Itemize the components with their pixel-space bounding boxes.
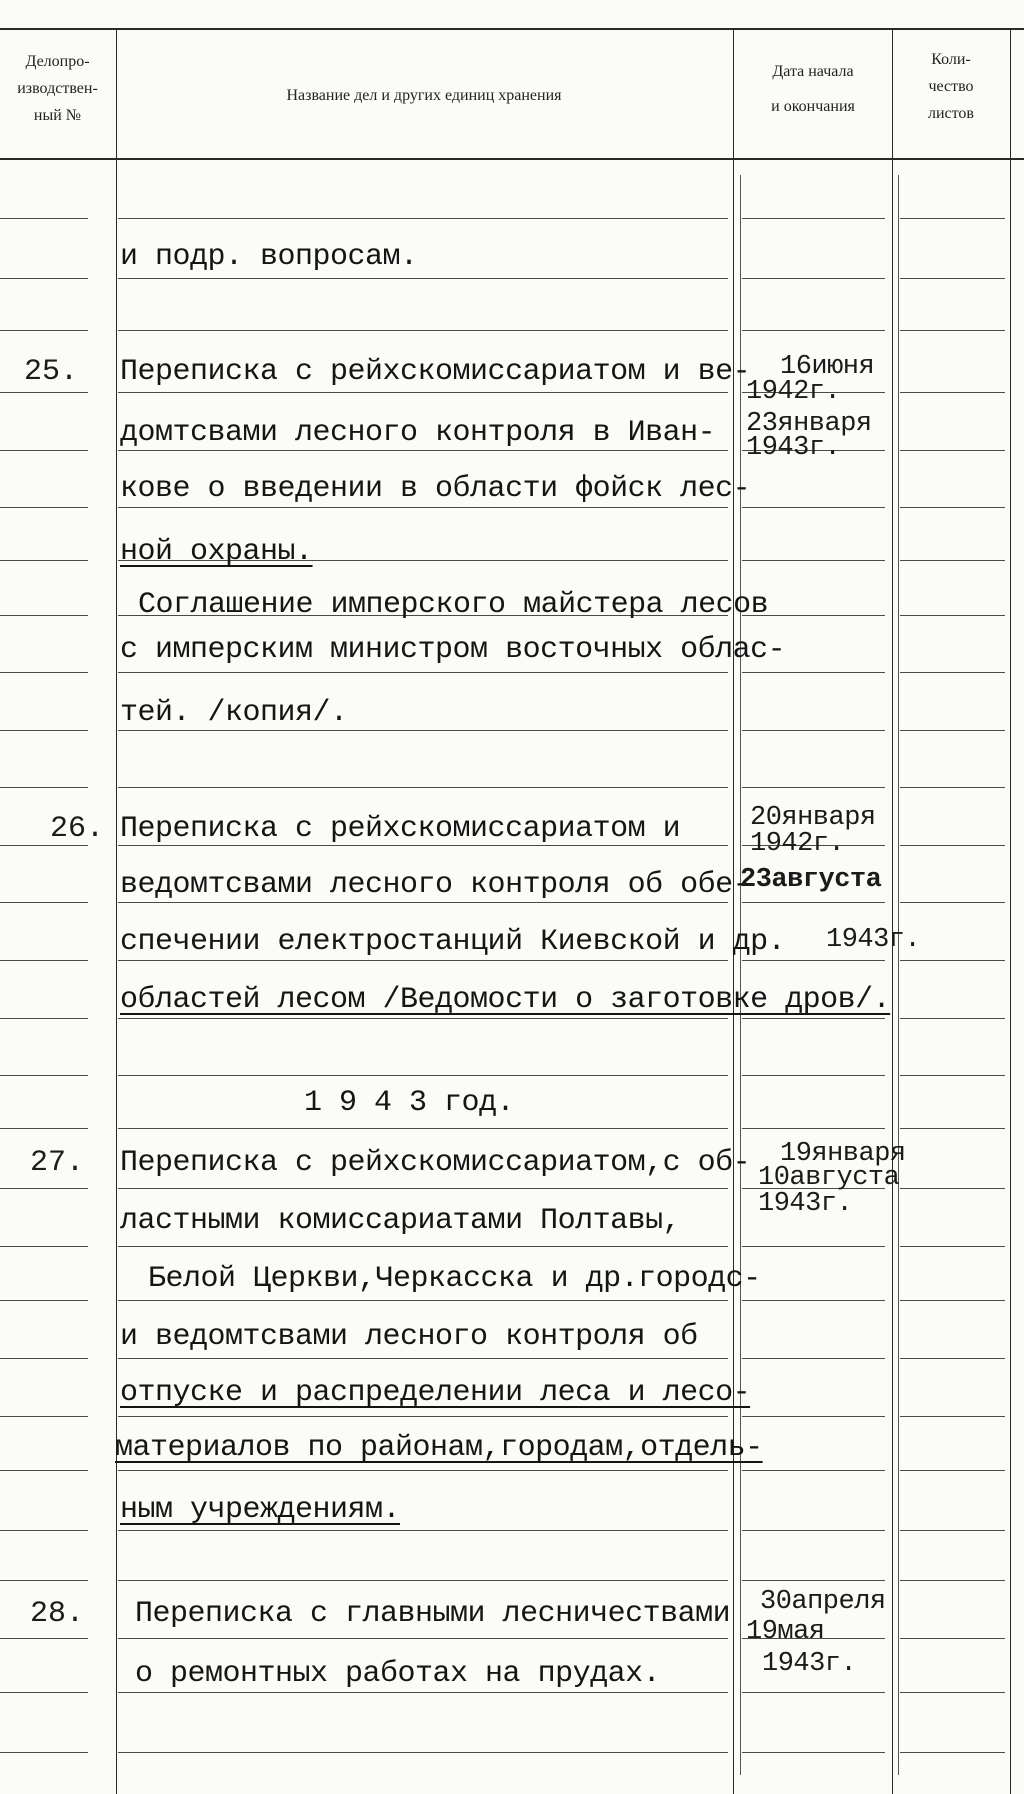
- ruled-line: [742, 730, 885, 731]
- record-line: ведомтсвами лесного контроля об обе-: [120, 868, 751, 902]
- record-line: спечении електростанций Киевской и др.: [120, 925, 786, 959]
- ruled-line: [742, 1358, 885, 1359]
- ruled-line: [118, 392, 728, 393]
- ruled-line: [900, 730, 1005, 731]
- ruled-line: [0, 1075, 88, 1076]
- ruled-line: [0, 1246, 88, 1247]
- ruled-line: [742, 1692, 885, 1693]
- header-col-dates-line1: Дата начала: [772, 63, 854, 80]
- ruled-line: [900, 392, 1005, 393]
- record-line: ластными комиссариатами Полтавы,: [120, 1204, 681, 1238]
- ruled-line: [0, 1638, 88, 1639]
- header-col-number-line2: изводствен-: [17, 80, 98, 97]
- ruled-line: [742, 1300, 885, 1301]
- ruled-line: [0, 218, 88, 219]
- ruled-line: [118, 507, 728, 508]
- ruled-line: [0, 560, 88, 561]
- record-number: 26.: [50, 812, 105, 846]
- header-bottom-rule: [0, 158, 1024, 160]
- ruled-line: [742, 218, 885, 219]
- record-line: Соглашение имперского майстера лесов: [138, 588, 769, 622]
- header-col-number-line1: Делопро-: [25, 53, 90, 70]
- record-date: 1942г.: [750, 829, 845, 859]
- record-date: 1943г.: [746, 433, 841, 463]
- record-date: 16июня: [780, 352, 875, 382]
- ruled-line: [118, 1638, 728, 1639]
- record-date: 1943г.: [762, 1649, 857, 1679]
- ruled-line: [900, 902, 1005, 903]
- ruled-line: [0, 450, 88, 451]
- ruled-line: [0, 392, 88, 393]
- record-date: 1943г.: [826, 925, 921, 955]
- ruled-line: [0, 1300, 88, 1301]
- ruled-line: [118, 672, 728, 673]
- ruled-line: [0, 1416, 88, 1417]
- ruled-line: [118, 1752, 728, 1753]
- ruled-line: [900, 1416, 1005, 1417]
- ruled-line: [0, 960, 88, 961]
- ruled-line: [900, 1188, 1005, 1189]
- record-line: ной охраны.: [120, 535, 313, 569]
- ruled-line: [0, 1530, 88, 1531]
- ruled-line: [0, 1752, 88, 1753]
- year-heading: 1 9 4 3 год.: [304, 1086, 515, 1120]
- ruled-line: [118, 278, 728, 279]
- record-line: и ведомтсвами лесного контроля об: [120, 1320, 698, 1354]
- column-rule-2: [733, 28, 734, 1794]
- ruled-line: [742, 1416, 885, 1417]
- ruled-line: [742, 1580, 885, 1581]
- record-date: 1942г.: [746, 377, 841, 407]
- ruled-line: [0, 1128, 88, 1129]
- record-date: 19января: [780, 1139, 906, 1169]
- ruled-line: [900, 1300, 1005, 1301]
- ruled-line: [0, 787, 88, 788]
- record-date: 19мая: [746, 1617, 825, 1647]
- ruled-line: [900, 1358, 1005, 1359]
- ruled-line: [900, 1128, 1005, 1129]
- ruled-line: [900, 960, 1005, 961]
- ruled-line: [900, 1638, 1005, 1639]
- record-line: о ремонтных работах на прудах.: [135, 1657, 661, 1691]
- ruled-line: [900, 330, 1005, 331]
- record-line: кове о введении в области фойск лес-: [120, 472, 751, 506]
- ruled-line: [900, 787, 1005, 788]
- ruled-line: [900, 1530, 1005, 1531]
- header-col-number-line3: ный №: [33, 107, 82, 124]
- header-col-dates: [738, 58, 888, 120]
- record-line: Белой Церкви,Черкасска и др.городс-: [148, 1262, 761, 1296]
- record-line: Переписка с рейхскомиссариатом,с об-: [120, 1146, 751, 1180]
- column-rule-1: [116, 28, 117, 1794]
- ruled-line: [118, 450, 728, 451]
- record-date: 23августа: [740, 865, 882, 895]
- ruled-line: [742, 1018, 885, 1019]
- ruled-line: [742, 560, 885, 561]
- record-line: Переписка с рейхскомиссариатом и ве-: [120, 355, 751, 389]
- ruled-line: [742, 1075, 885, 1076]
- ruled-line: [742, 960, 885, 961]
- header-col-number: [0, 48, 115, 129]
- ruled-line: [742, 507, 885, 508]
- ruled-line: [0, 1580, 88, 1581]
- ruled-line: [900, 615, 1005, 616]
- ruled-line: [118, 330, 728, 331]
- ruled-line: [0, 278, 88, 279]
- ruled-line: [900, 560, 1005, 561]
- ruled-line: [118, 1300, 728, 1301]
- ruled-line: [742, 1246, 885, 1247]
- header-col-dates-line2: и окончания: [771, 98, 855, 115]
- ruled-line: [0, 730, 88, 731]
- ruled-line: [900, 218, 1005, 219]
- ruled-line: [0, 1692, 88, 1693]
- ruled-line: [118, 1416, 728, 1417]
- ruled-line: [742, 278, 885, 279]
- ruled-line: [118, 1692, 728, 1693]
- ruled-line: [900, 450, 1005, 451]
- ruled-line: [900, 1752, 1005, 1753]
- record-line: домтсвами лесного контроля в Иван-: [120, 416, 716, 450]
- record-line: Переписка с рейхскомиссариатом и: [120, 812, 681, 846]
- ruled-line: [0, 672, 88, 673]
- ruled-line: [118, 218, 728, 219]
- record-line: Переписка с главными лесничествами: [135, 1597, 731, 1631]
- ruled-line: [0, 1188, 88, 1189]
- ruled-line: [118, 1580, 728, 1581]
- record-line: отпуске и распределении леса и лесо-: [120, 1376, 751, 1410]
- header-col-sheets-line1: Коли-: [931, 51, 971, 68]
- record-line: областей лесом /Ведомости о заготовке дров/.: [120, 983, 891, 1017]
- ruled-line: [118, 960, 728, 961]
- ruled-line: [0, 1470, 88, 1471]
- header-col-sheets-line2: чество: [928, 78, 974, 95]
- record-line: тей. /копия/.: [120, 696, 348, 730]
- ruled-line: [118, 1188, 728, 1189]
- record-line: ным учреждениям.: [120, 1493, 401, 1527]
- ruled-line: [742, 672, 885, 673]
- record-date: 20января: [750, 803, 876, 833]
- ruled-line: [118, 1358, 728, 1359]
- ruled-line: [742, 787, 885, 788]
- record-number: 25.: [24, 355, 79, 389]
- ruled-line: [118, 1075, 728, 1076]
- ruled-line: [118, 787, 728, 788]
- carryover-text: и подр. вопросам.: [120, 240, 418, 274]
- ruled-line: [742, 330, 885, 331]
- ruled-line: [0, 330, 88, 331]
- record-line: с имперским министром восточных облас-: [120, 633, 786, 667]
- dates-inner-rule: [740, 175, 741, 1775]
- ruled-line: [900, 507, 1005, 508]
- ruled-line: [742, 1470, 885, 1471]
- header-col-sheets-line3: листов: [928, 105, 974, 122]
- ruled-line: [900, 1580, 1005, 1581]
- header-col-title: Название дел и других единиц хранения: [286, 87, 562, 104]
- record-date: 1943г.: [758, 1189, 853, 1219]
- ruled-line: [742, 1530, 885, 1531]
- column-rule-3: [892, 28, 893, 1794]
- ruled-line: [118, 1470, 728, 1471]
- ruled-line: [0, 1358, 88, 1359]
- header-col-sheets: [895, 46, 1007, 127]
- record-number: 27.: [30, 1146, 85, 1180]
- ruled-line: [900, 672, 1005, 673]
- record-date: 30апреля: [760, 1587, 886, 1617]
- ruled-line: [0, 615, 88, 616]
- ruled-line: [900, 845, 1005, 846]
- ruled-line: [0, 507, 88, 508]
- ruled-line: [118, 1530, 728, 1531]
- ruled-line: [742, 1128, 885, 1129]
- ruled-line: [900, 1075, 1005, 1076]
- ruled-line: [118, 730, 728, 731]
- ruled-line: [900, 1018, 1005, 1019]
- header-top-rule: [0, 28, 1024, 30]
- record-number: 28.: [30, 1597, 85, 1631]
- ruled-line: [742, 1752, 885, 1753]
- ruled-line: [118, 1128, 728, 1129]
- ruled-line: [118, 902, 728, 903]
- record-date: 10августа: [758, 1163, 900, 1193]
- ruled-line: [118, 1018, 728, 1019]
- record-date: 23января: [746, 409, 872, 439]
- ruled-line: [900, 278, 1005, 279]
- ruled-line: [742, 902, 885, 903]
- ruled-line: [118, 1246, 728, 1247]
- ruled-line: [0, 1018, 88, 1019]
- ruled-line: [900, 1692, 1005, 1693]
- ruled-line: [900, 1470, 1005, 1471]
- ruled-line: [900, 1246, 1005, 1247]
- record-line: материалов по районам,городам,отдель-: [115, 1431, 763, 1465]
- ruled-line: [0, 902, 88, 903]
- sheets-inner-rule: [898, 175, 899, 1775]
- column-rule-4: [1010, 28, 1011, 1794]
